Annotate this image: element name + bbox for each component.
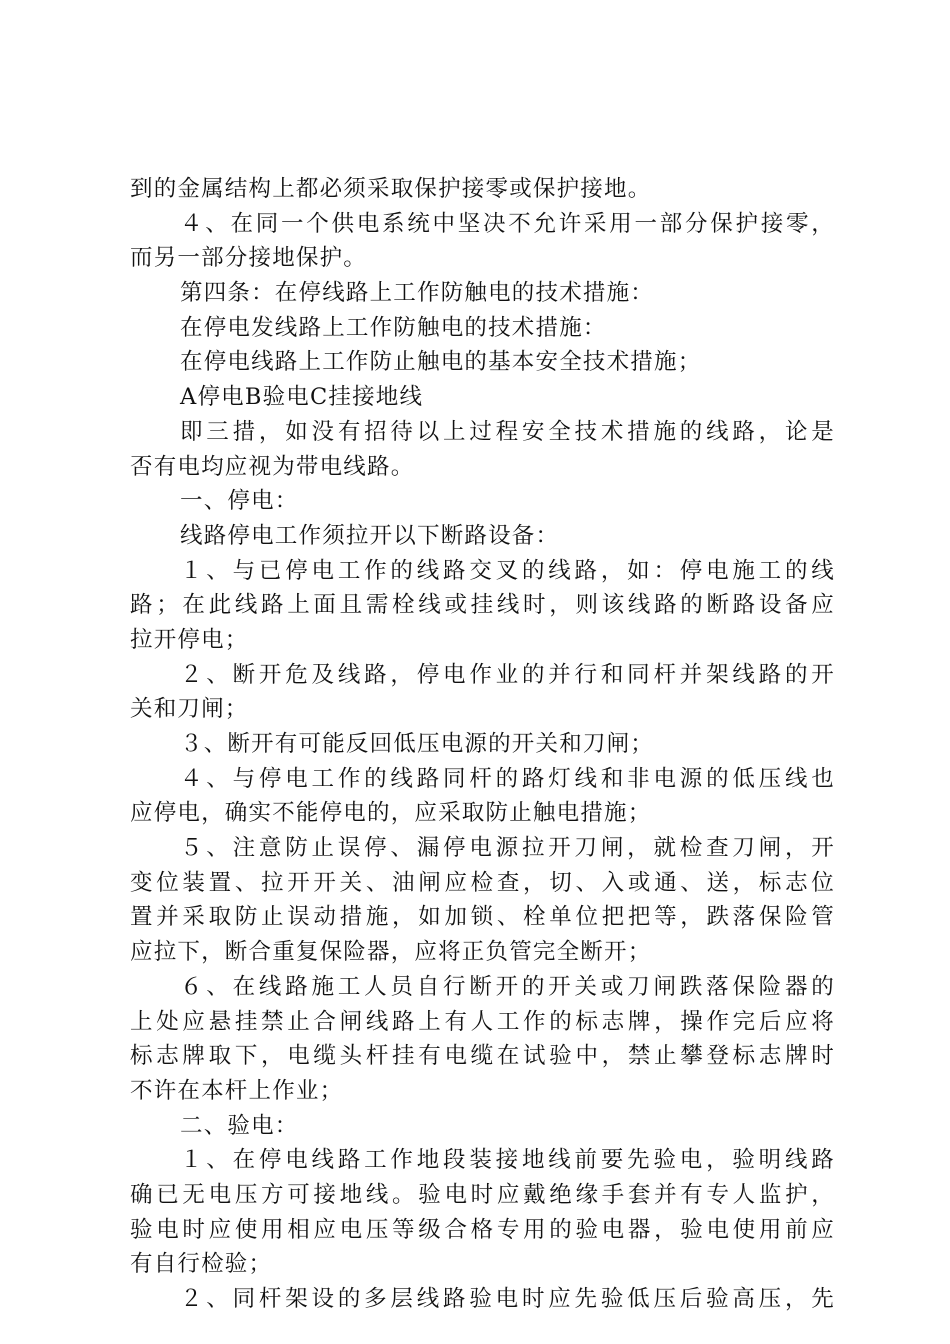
text-line: 上处应悬挂禁止合闸线路上有人工作的标志牌，操作完后应将 [130,1008,835,1035]
text-line: 到的金属结构上都必须采取保护接零或保护接地。 [130,176,652,202]
text-line: 即三措，如没有招待以上过程安全技术措施的线路，论是 [180,418,835,445]
text-line: 置并采取防止误动措施，如加锁、栓单位把把等，跌落保险管 [130,904,835,931]
text-line: ２、同杆架设的多层线路验电时应先验低压后验高压，先 [180,1286,835,1312]
text-line: 线路停电工作须拉开以下断路设备： [180,522,560,549]
text-line: 二、验电： [180,1112,299,1139]
text-line: 关和刀闸； [130,696,249,723]
text-line: 验电时应使用相应电压等级合格专用的验电器，验电使用前应 [130,1216,835,1243]
text-line: ３、断开有可能反回低压电源的开关和刀闸； [180,731,655,757]
text-line: A停电B验电C挂接地线 [180,384,424,411]
text-line: 不许在本杆上作业； [130,1077,344,1104]
text-line: ５、注意防止误停、漏停电源拉开刀闸，就检查刀闸，开 [180,835,835,862]
text-line: １、在停电线路工作地段装接地线前要先验电，验明线路 [180,1147,835,1174]
text-line: 第四条：在停线路上工作防触电的技术措施： [180,280,655,307]
text-line: 有自行检验； [130,1251,273,1278]
text-line: 标志牌取下，电缆头杆挂有电缆在试验中，禁止攀登标志牌时 [130,1043,835,1070]
text-line: 否有电均应视为带电线路。 [130,453,415,480]
text-line: 路；在此线路上面且需栓线或挂线时，则该线路的断路设备应 [130,592,835,619]
text-line: 在停电发线路上工作防触电的技术措施： [180,314,607,341]
text-line: 应拉下，断合重复保险器，应将正负管完全断开； [130,939,652,966]
text-line: 而另一部分接地保护。 [130,245,368,272]
text-line: ４、与停电工作的线路同杆的路灯线和非电源的低压线也 [180,765,835,792]
text-line: ２、断开危及线路，停电作业的并行和同杆并架线路的开 [180,661,835,688]
document-body [130,172,835,1317]
text-line: 应停电，确实不能停电的，应采取防止触电措施； [130,800,652,827]
text-line: 拉开停电； [130,626,249,653]
text-line: 确已无电压方可接地线。验电时应戴绝缘手套并有专人监护， [130,1181,835,1208]
text-line: １、与已停电工作的线路交叉的线路，如：停电施工的线 [180,557,835,584]
text-line: ４、在同一个供电系统中坚决不允许采用一部分保护接零， [180,210,835,237]
text-line: 一、停电： [180,488,299,515]
text-line: 在停电线路上工作防止触电的基本安全技术措施； [180,349,702,376]
text-line: 变位装置、拉开开关、油闸应检查，切、入或通、送，标志位 [130,869,835,896]
text-line: ６、在线路施工人员自行断开的开关或刀闸跌落保险器的 [180,973,835,1000]
